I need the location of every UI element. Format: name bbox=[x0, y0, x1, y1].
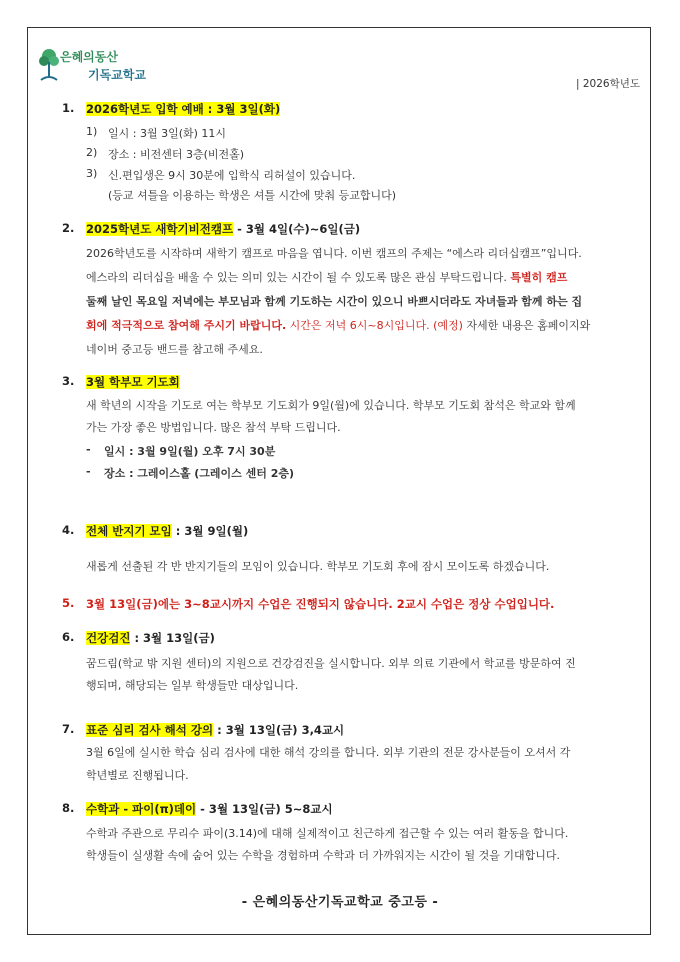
section-4-title-text: 전체 반지기 모임 bbox=[86, 524, 172, 538]
section-1-item-2-number: 2) bbox=[86, 146, 98, 159]
section-2-line-4-emphasis: 회에 적극적으로 참여해 주시기 바랍니다. bbox=[86, 319, 287, 332]
school-logo bbox=[38, 46, 148, 86]
logo-text-line2: 기독교학교 bbox=[88, 68, 146, 82]
section-3-item-2-bullet: - bbox=[86, 465, 91, 478]
section-1-item-3-number: 3) bbox=[86, 167, 98, 180]
section-4-title-date: : 3월 9일(월) bbox=[171, 524, 249, 538]
section-6-title-text: 건강검진 bbox=[86, 631, 131, 645]
section-2-line-4 bbox=[86, 317, 590, 333]
section-1-note: (등교 셔틀을 이용하는 학생은 셔틀 시간에 맞춰 등교합니다) bbox=[108, 189, 397, 202]
section-7-number: 7. bbox=[62, 722, 75, 736]
section-2-line-2-text: 에스라의 리더십을 배울 수 있는 의미 있는 시간이 될 수 있도록 많은 관심 부탁드립니다. bbox=[86, 271, 511, 284]
section-7-line-1: 3월 6일에 실시한 학습 심리 검사에 대한 해석 강의를 합니다. 외부 기관의 전문 강사분들이 오셔서 각 bbox=[86, 746, 571, 759]
section-2-title bbox=[86, 221, 360, 237]
section-1-title-text: 2026학년도 입학 예배 : 3월 3일(화) bbox=[86, 102, 281, 116]
section-4-line-1: 새롭게 선출된 각 반 반지기들의 모임이 있습니다. 학부모 기도회 후에 잠시 모이도록 하겠습니다. bbox=[86, 560, 550, 573]
section-3-item-1-text: 일시 : 3월 9일(월) 오후 7시 30분 bbox=[104, 445, 276, 458]
section-2-title-text: 2025학년도 새학기비전캠프 bbox=[86, 222, 234, 236]
section-2-line-5: 네이버 중고등 밴드를 참고해 주세요. bbox=[86, 343, 263, 356]
section-2-line-4-time: 시간은 저녁 6시~8시입니다. (예정) bbox=[286, 319, 463, 332]
section-6-title bbox=[86, 630, 215, 646]
year-label: | 2026학년도 bbox=[575, 78, 640, 90]
section-7-title-text: 표준 심리 검사 해석 강의 bbox=[86, 723, 214, 737]
section-4-title bbox=[86, 523, 248, 539]
section-6-title-date: : 3월 13일(금) bbox=[130, 631, 215, 645]
section-8-line-1: 수학과 주관으로 무리수 파이(3.14)에 대해 실제적이고 친근하게 접근할 수 있는 여러 활동을 합니다. bbox=[86, 827, 569, 840]
section-1-item-3-text: 신.편입생은 9시 30분에 입학식 리허설이 있습니다. bbox=[108, 169, 356, 182]
section-3-line-2: 가는 가장 좋은 방법입니다. 많은 참석 부탁 드립니다. bbox=[86, 421, 341, 434]
section-3-title bbox=[86, 374, 180, 390]
section-2-line-2 bbox=[86, 269, 567, 285]
section-6-line-1: 꿈드림(학교 밖 지원 센터)의 지원으로 건강검진을 실시합니다. 외부 의료 기관에서 학교를 방문하여 진 bbox=[86, 657, 576, 670]
section-5-title: 3월 13일(금)에는 3~8교시까지 수업은 진행되지 않습니다. 2교시 수업은 정상 수업입니다. bbox=[86, 597, 555, 611]
section-8-title-text: 수학과 - 파이(π)데이 bbox=[86, 802, 197, 816]
section-3-number: 3. bbox=[62, 374, 75, 388]
section-7-title bbox=[86, 722, 344, 738]
section-3-item-2-text: 장소 : 그레이스홀 (그레이스 센터 2층) bbox=[104, 467, 295, 480]
section-8-number: 8. bbox=[62, 801, 75, 815]
section-2-line-2-emphasis: 특별히 캠프 bbox=[510, 271, 568, 284]
section-2-line-1: 2026학년도를 시작하며 새학기 캠프로 마음을 엽니다. 이번 캠프의 주제는 “에스라 리더십캠프”입니다. bbox=[86, 247, 582, 260]
section-7-line-2: 학년별로 진행됩니다. bbox=[86, 769, 189, 782]
section-2-number: 2. bbox=[62, 221, 75, 235]
section-6-line-2: 행되며, 해당되는 일부 학생들만 대상입니다. bbox=[86, 679, 299, 692]
page-border bbox=[27, 27, 651, 935]
section-6-number: 6. bbox=[62, 630, 75, 644]
section-7-title-date: : 3월 13일(금) 3,4교시 bbox=[213, 723, 345, 737]
section-2-line-3: 둘째 날인 목요일 저녁에는 부모님과 함께 기도하는 시간이 있으니 바쁘시더라도 자녀들과 함께 하는 집 bbox=[86, 295, 583, 308]
section-5-number: 5. bbox=[62, 596, 75, 610]
section-2-line-4-text: 자세한 내용은 홈페이지와 bbox=[462, 319, 591, 332]
section-1-item-1-text: 일시 : 3월 3일(화) 11시 bbox=[108, 127, 227, 140]
footer-signature: - 은혜의동산기독교학교 중고등 - bbox=[241, 895, 439, 910]
section-8-title bbox=[86, 801, 333, 817]
section-3-line-1: 새 학년의 시작을 기도로 여는 학부모 기도회가 9일(월)에 있습니다. 학부모 기도회 참석은 학교와 함께 bbox=[86, 399, 576, 412]
section-1-item-1-number: 1) bbox=[86, 125, 98, 138]
section-1-title bbox=[86, 101, 280, 117]
tree-icon bbox=[38, 48, 60, 84]
section-2-title-date: - 3월 4일(수)~6일(금) bbox=[233, 222, 361, 236]
section-1-number: 1. bbox=[62, 101, 75, 115]
section-1-item-2-text: 장소 : 비전센터 3층(비전홀) bbox=[108, 148, 245, 161]
section-8-line-2: 학생들이 실생활 속에 숨어 있는 수학을 경험하며 수학과 더 가까워지는 시간이 될 것을 기대합니다. bbox=[86, 849, 560, 862]
section-8-title-date: - 3월 13일(금) 5~8교시 bbox=[196, 802, 333, 816]
section-3-item-1-bullet: - bbox=[86, 443, 91, 456]
logo-text-line1: 은혜의동산 bbox=[60, 50, 118, 64]
section-4-number: 4. bbox=[62, 523, 75, 537]
section-3-title-text: 3월 학부모 기도회 bbox=[86, 375, 180, 389]
